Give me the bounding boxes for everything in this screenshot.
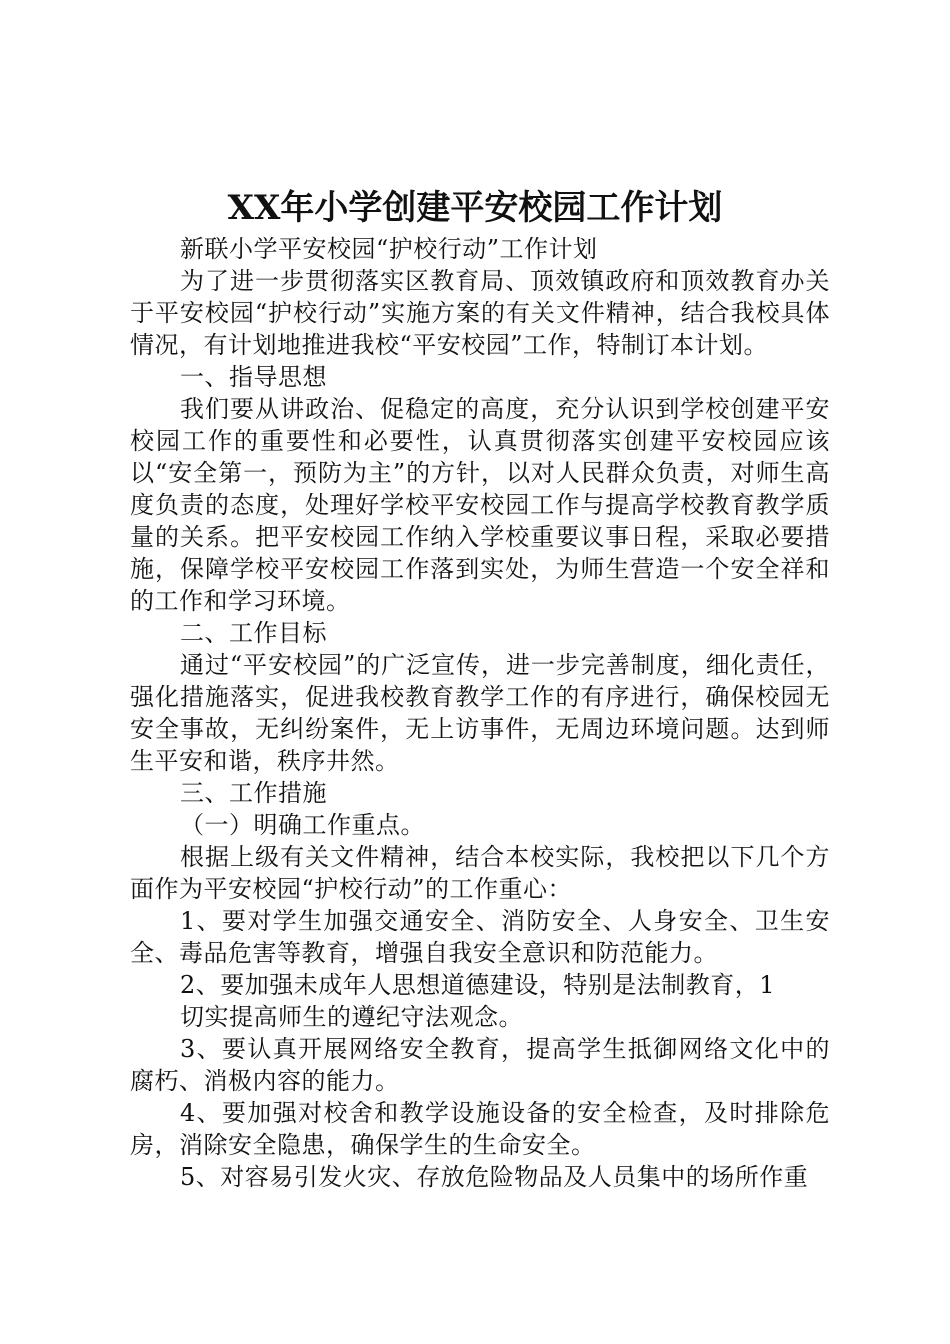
list-item-3: 3、要认真开展网络安全教育，提高学生抵御网络文化中的腐朽、消极内容的能力。 [130, 1035, 830, 1095]
intro-paragraph: 为了进一步贯彻落实区教育局、顶效镇政府和顶效教育办关于平安校园“护校行动”实施方案的有关文件精神，结合我校具体情况，有计划地推进我校“平安校园”工作，特制订本计划。 [130, 267, 830, 359]
work-goals-paragraph: 通过“平安校园”的广泛宣传，进一步完善制度，细化责任，强化措施落实，促进我校教育教学工作的有序进行，确保校园无安全事故，无纠纷案件，无上访事件，无周边环境问题。达到师生平安和谐，秩序井然。 [130, 651, 830, 775]
list-item-2: 2、要加强未成年人思想道德建设，特别是法制教育，1 [180, 971, 776, 999]
list-item-2-continuation: 切实提高师生的遵纪守法观念。 [180, 1003, 523, 1031]
document-title: XX年小学创建平安校园工作计划 [227, 188, 723, 228]
list-item-1: 1、要对学生加强交通安全、消防安全、人身安全、卫生安全、毒品危害等教育，增强自我安全意识和防范能力。 [130, 907, 830, 967]
section-heading-work-goals: 二、工作目标 [180, 619, 327, 647]
list-item-4: 4、要加强对校舍和教学设施设备的安全检查，及时排除危房，消除安全隐患，确保学生的生命安全。 [130, 1099, 830, 1159]
list-item-5: 5、对容易引发火灾、存放危险物品及人员集中的场所作重 [180, 1163, 809, 1191]
guiding-thought-paragraph: 我们要从讲政治、促稳定的高度，充分认识到学校创建平安校园工作的重要性和必要性，认真贯彻落实创建平安校园应该以“安全第一，预防为主”的方针，以对人民群众负责，对师生高度负责的态度，处理好学校平安校园工作与提高学校教育教学质量的关系。把平安校园工作纳入学校重要议事日程，采取必要措施，保障学校平安校园工作落到实处，为师生营造一个安全祥和的工作和学习环境。 [130, 395, 830, 615]
section-heading-guiding-thought: 一、指导思想 [180, 363, 327, 391]
focus-paragraph: 根据上级有关文件精神，结合本校实际，我校把以下几个方面作为平安校园“护校行动”的工作重心： [130, 843, 830, 903]
subsection-heading-focus: （一）明确工作重点。 [180, 811, 425, 839]
document-body [130, 233, 830, 1193]
section-heading-work-measures: 三、工作措施 [180, 779, 327, 807]
subtitle-paragraph: 新联小学平安校园“护校行动”工作计划 [180, 235, 598, 263]
